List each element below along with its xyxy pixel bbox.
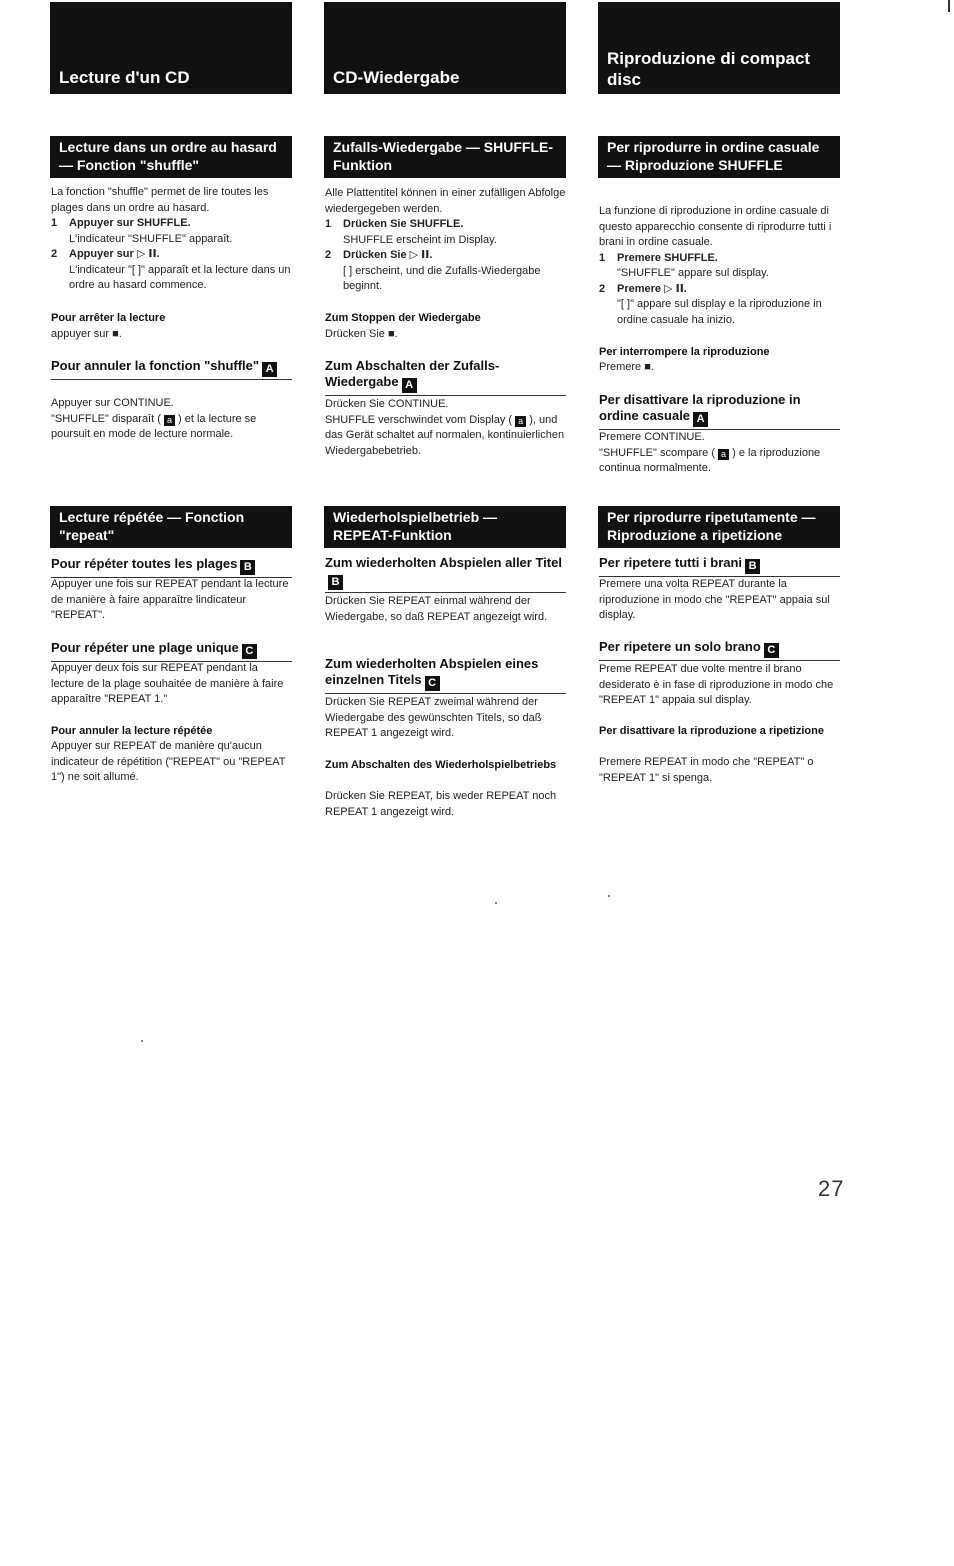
cancel-repeat-heading: Pour annuler la lecture répétée [51, 725, 213, 737]
section-title: Lecture d'un CD [50, 2, 292, 94]
repeat-one-text: Appuyer deux fois sur REPEAT pendant la lecture de la plage souhaitée de manière à faire apparaître "REPEAT 1." [51, 662, 284, 705]
shuffle-heading: Lecture dans un ordre au hasard — Fonction "shuffle" [50, 136, 292, 178]
section-title: CD-Wiedergabe [324, 2, 566, 94]
step-1: 1 Drücken Sie SHUFFLE. [325, 218, 464, 230]
key-small-a-icon: a [718, 449, 729, 460]
shuffle-intro: La fonction "shuffle" permet de lire toutes les plages dans un ordre au hasard. [51, 186, 269, 214]
step-2-text: "[ ]" appare sul display e la riproduzione in ordine casuale ha inizio. [617, 298, 822, 326]
repeat-all-text: Drücken Sie REPEAT einmal während der Wiedergabe, so daß REPEAT angezeigt wird. [325, 595, 548, 623]
cancel-repeat-text: Drücken Sie REPEAT, bis weder REPEAT noch REPEAT 1 angezeigt wird. [325, 790, 557, 818]
section-title: Riproduzione di compact disc [598, 2, 840, 94]
repeat-heading: Lecture répétée — Fonction "repeat" [50, 506, 292, 548]
cancel-body: Drücken Sie CONTINUE. SHUFFLE verschwindet vom Display ( a ), und das Gerät schaltet auf normalen, kontinuierlichen Wiedergabebetrieb. [325, 398, 565, 457]
step-1-text: SHUFFLE erscheint im Display. [343, 233, 497, 246]
speck [608, 895, 610, 897]
key-c-icon: C [242, 644, 257, 659]
repeat-one-text: Preme REPEAT due volte mentre il brano desiderato è in fase di riproduzione in modo che "REPEAT 1" appaia sul display. [599, 663, 834, 706]
step-2: 2 Premere ▷ ⅠⅠ. [599, 282, 687, 295]
repeat-all-heading: Per ripetere tutti i brani B [599, 555, 840, 577]
repeat-one-heading: Per ripetere un solo brano C [599, 639, 840, 661]
cancel-repeat-text: Appuyer sur REPEAT de manière qu'aucun indicateur de répétition ("REPEAT" ou "REPEAT 1") ne soit allumé. [51, 740, 286, 783]
shuffle-body [325, 186, 567, 295]
key-c-icon: C [764, 643, 779, 658]
shuffle-intro: Alle Plattentitel können in einer zufälligen Abfolge wiedergegeben werden. [325, 187, 566, 215]
cancel-heading: Zum Abschalten der Zufalls-Wiedergabe A [325, 358, 566, 396]
cancel-heading: Per disattivare la riproduzione in ordine casuale A [599, 392, 840, 430]
step-2: 2 Drücken Sie ▷ ⅠⅠ. [325, 249, 433, 261]
cancel-repeat-heading: Zum Abschalten des Wiederholspielbetriebs [325, 759, 557, 771]
repeat-heading: Per riprodurre ripetutamente — Riproduzione a ripetizione [598, 506, 840, 548]
stop-heading: Pour arrêter la lecture [51, 312, 166, 324]
step-1-text: "SHUFFLE" appare sul display. [617, 267, 769, 279]
step-2-text: L'indicateur "[ ]" apparaît et la lecture dans un ordre au hasard commence. [69, 263, 291, 291]
cancel-body: Premere CONTINUE. "SHUFFLE" scompare ( a ) e la riproduzione continua normalmente. [599, 431, 821, 474]
repeat-all-heading: Pour répéter toutes les plages B [51, 556, 292, 578]
shuffle-body [51, 185, 293, 294]
repeat-heading: Wiederholspielbetrieb — REPEAT-Funktion [324, 506, 566, 548]
repeat-all-text: Premere una volta REPEAT durante la riproduzione in modo che "REPEAT" appaia sul display. [599, 578, 830, 621]
repeat-one-heading: Zum wiederholten Abspielen eines einzelnen Titels C [325, 656, 566, 694]
key-c-icon: C [425, 676, 440, 691]
step-2-text: [ ] erscheint, und die Zufalls-Wiedergabe beginnt. [343, 264, 541, 292]
cancel-repeat-text: Premere REPEAT in modo che "REPEAT" o "REPEAT 1" si spenga. [599, 756, 814, 784]
repeat-one-heading: Pour répéter une plage unique C [51, 640, 292, 662]
cancel-heading: Pour annuler la fonction "shuffle" A [51, 358, 292, 380]
stop-heading: Per interrompere la riproduzione [599, 346, 770, 358]
cancel-body: Appuyer sur CONTINUE. "SHUFFLE" disparaît ( a ) et la lecture se poursuit en mode de lecture normale. [51, 397, 257, 440]
repeat-one-text: Drücken Sie REPEAT zweimal während der Wiedergabe des gewünschten Titels, so daß REPEAT 1 angezeigt wird. [325, 696, 542, 739]
key-b-icon: B [240, 560, 255, 575]
key-small-a-icon: a [164, 415, 175, 426]
shuffle-intro: La funzione di riproduzione in ordine casuale di questo apparecchio consente di riprodurre tutti i brani in ordine casuale. [599, 205, 832, 248]
cancel-repeat-heading: Per disattivare la riproduzione a ripetizione [599, 725, 824, 737]
shuffle-heading: Zufalls-Wiedergabe — SHUFFLE-Funktion [324, 136, 566, 178]
step-2: 2 Appuyer sur ▷ ⅠⅠ. [51, 248, 160, 260]
repeat-all-text: Appuyer une fois sur REPEAT pendant la lecture de manière à faire apparaître lindicateur "REPEAT". [51, 578, 289, 621]
stop-text: Drücken Sie ■. [325, 328, 398, 340]
key-small-a-icon: a [515, 416, 526, 427]
repeat-all-heading: Zum wiederholten Abspielen aller TitelB [325, 555, 566, 593]
step-1: 1 Appuyer sur SHUFFLE. [51, 217, 191, 229]
page-number: 27 [818, 1176, 845, 1201]
key-a-icon: A [402, 378, 417, 393]
shuffle-heading: Per riprodurre in ordine casuale — Riproduzione SHUFFLE [598, 136, 840, 178]
speck [495, 902, 497, 904]
step-1: 1 Premere SHUFFLE. [599, 251, 718, 264]
key-a-icon: A [262, 362, 277, 377]
edge-mark [948, 0, 950, 12]
stop-heading: Zum Stoppen der Wiedergabe [325, 312, 481, 324]
key-b-icon: B [328, 575, 343, 590]
step-1-text: L'indicateur "SHUFFLE" apparaît. [69, 232, 233, 245]
shuffle-body [599, 204, 841, 328]
key-b-icon: B [745, 559, 760, 574]
speck [141, 1040, 143, 1042]
stop-text: Premere ■. [599, 361, 654, 373]
key-a-icon: A [693, 412, 708, 427]
stop-text: appuyer sur ■. [51, 328, 122, 340]
